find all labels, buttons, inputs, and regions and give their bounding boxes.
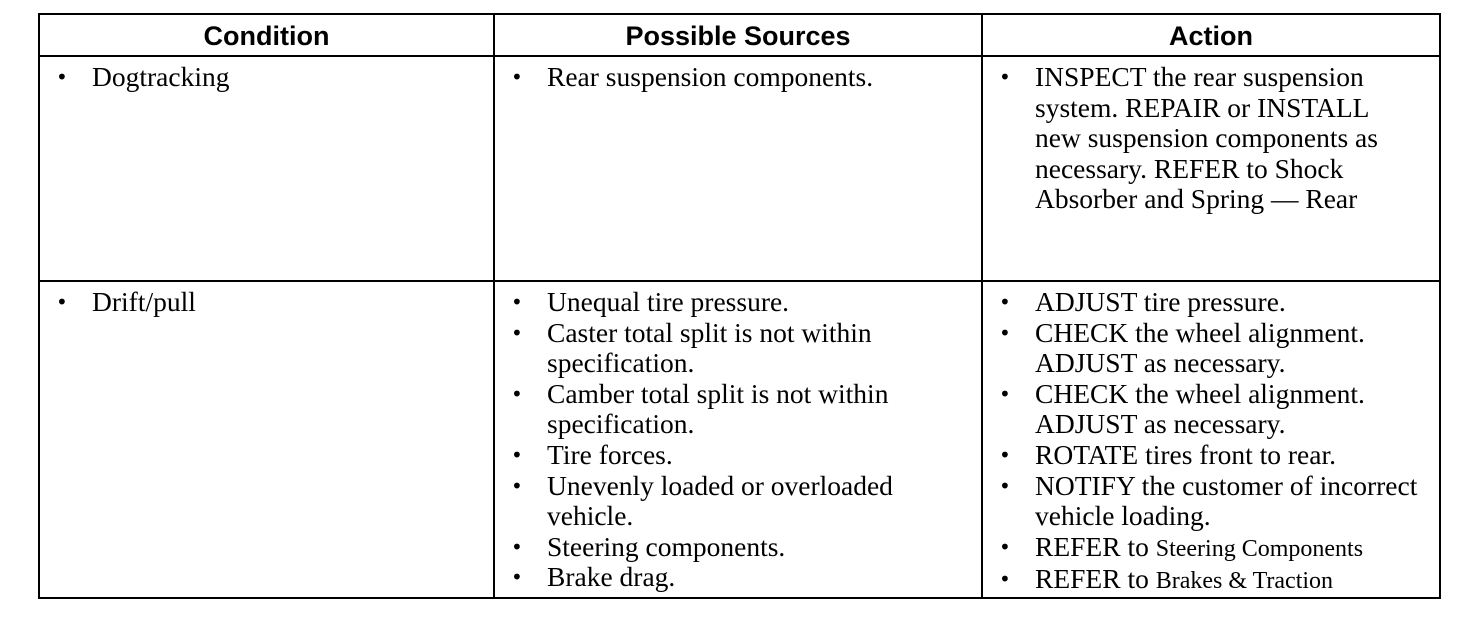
condition-item xyxy=(48,287,488,318)
action-item xyxy=(991,564,1431,597)
action-text: REFER to xyxy=(1035,530,1156,562)
header-condition: Condition xyxy=(203,21,330,51)
row1-sources-cell xyxy=(503,62,973,93)
bullet-icon: • xyxy=(999,65,1011,89)
source-text: Brake drag. xyxy=(547,561,676,593)
condition-item xyxy=(48,62,488,93)
bullet-icon: • xyxy=(511,565,523,590)
source-item xyxy=(503,379,893,440)
bullet-icon: • xyxy=(511,473,523,498)
action-text: REFER to xyxy=(1035,563,1156,595)
source-text: Steering components. xyxy=(547,530,786,562)
action-item xyxy=(991,379,1431,440)
bullet-icon: • xyxy=(999,320,1011,345)
action-item xyxy=(991,440,1431,471)
action-item xyxy=(991,318,1431,379)
diagnosis-table xyxy=(38,13,1441,599)
bullet-icon: • xyxy=(511,534,523,559)
action-text: ROTATE tires front to rear. xyxy=(1035,438,1336,470)
header-possible-sources: Possible Sources xyxy=(625,21,851,51)
condition-text: Dogtracking xyxy=(92,61,230,92)
row1-condition-cell xyxy=(48,62,488,93)
row2-action-cell xyxy=(991,287,1431,597)
source-item xyxy=(503,62,973,93)
source-text: Unequal tire pressure. xyxy=(547,286,790,317)
bullet-icon: • xyxy=(999,442,1011,467)
bullet-icon: • xyxy=(511,65,523,89)
bullet-icon: • xyxy=(999,534,1011,559)
column-divider xyxy=(981,15,983,597)
bullet-icon: • xyxy=(511,290,523,314)
action-item xyxy=(991,62,1391,215)
source-item xyxy=(503,440,893,471)
condition-text: Drift/pull xyxy=(92,286,196,317)
bullet-icon: • xyxy=(511,320,523,345)
source-text: Camber total split is not within specification. xyxy=(547,377,889,440)
row1-action-cell xyxy=(991,62,1391,215)
action-text: CHECK the wheel alignment. ADJUST as necessary. xyxy=(1035,377,1365,440)
bullet-icon: • xyxy=(56,65,68,89)
reference-link[interactable]: Brakes & Traction xyxy=(1155,568,1334,595)
bullet-icon: • xyxy=(999,290,1011,314)
column-divider xyxy=(493,15,495,597)
action-item xyxy=(991,287,1431,318)
action-item xyxy=(991,471,1431,532)
bullet-icon: • xyxy=(511,442,523,467)
bullet-icon: • xyxy=(999,381,1011,406)
row-divider xyxy=(40,280,1439,282)
source-text: Unevenly loaded or overloaded vehicle. xyxy=(547,469,893,532)
action-text: INSPECT the rear suspension system. REPAIR or INSTALL new suspension components as necessary. REFER to Shock Absorber and Spring — Rear xyxy=(1035,61,1378,215)
bullet-icon: • xyxy=(999,473,1011,498)
bullet-icon: • xyxy=(999,567,1011,592)
source-text: Tire forces. xyxy=(547,438,673,470)
source-item xyxy=(503,471,893,532)
reference-link[interactable]: Steering Components xyxy=(1155,535,1364,562)
bullet-icon: • xyxy=(511,381,523,406)
row2-condition-cell xyxy=(48,287,488,318)
action-text: ADJUST tire pressure. xyxy=(1035,286,1286,317)
source-text: Caster total split is not within specification. xyxy=(547,316,872,379)
header-action: Action xyxy=(1169,21,1253,51)
action-text: CHECK the wheel alignment. ADJUST as necessary. xyxy=(1035,316,1365,379)
source-item xyxy=(503,318,893,379)
action-text: NOTIFY the customer of incorrect vehicle loading. xyxy=(1035,469,1418,532)
action-item xyxy=(991,532,1431,565)
row2-sources-cell xyxy=(503,287,893,593)
source-item xyxy=(503,532,893,563)
source-item xyxy=(503,287,893,318)
source-item xyxy=(503,562,893,593)
bullet-icon: • xyxy=(56,290,68,314)
source-text: Rear suspension components. xyxy=(547,61,874,92)
